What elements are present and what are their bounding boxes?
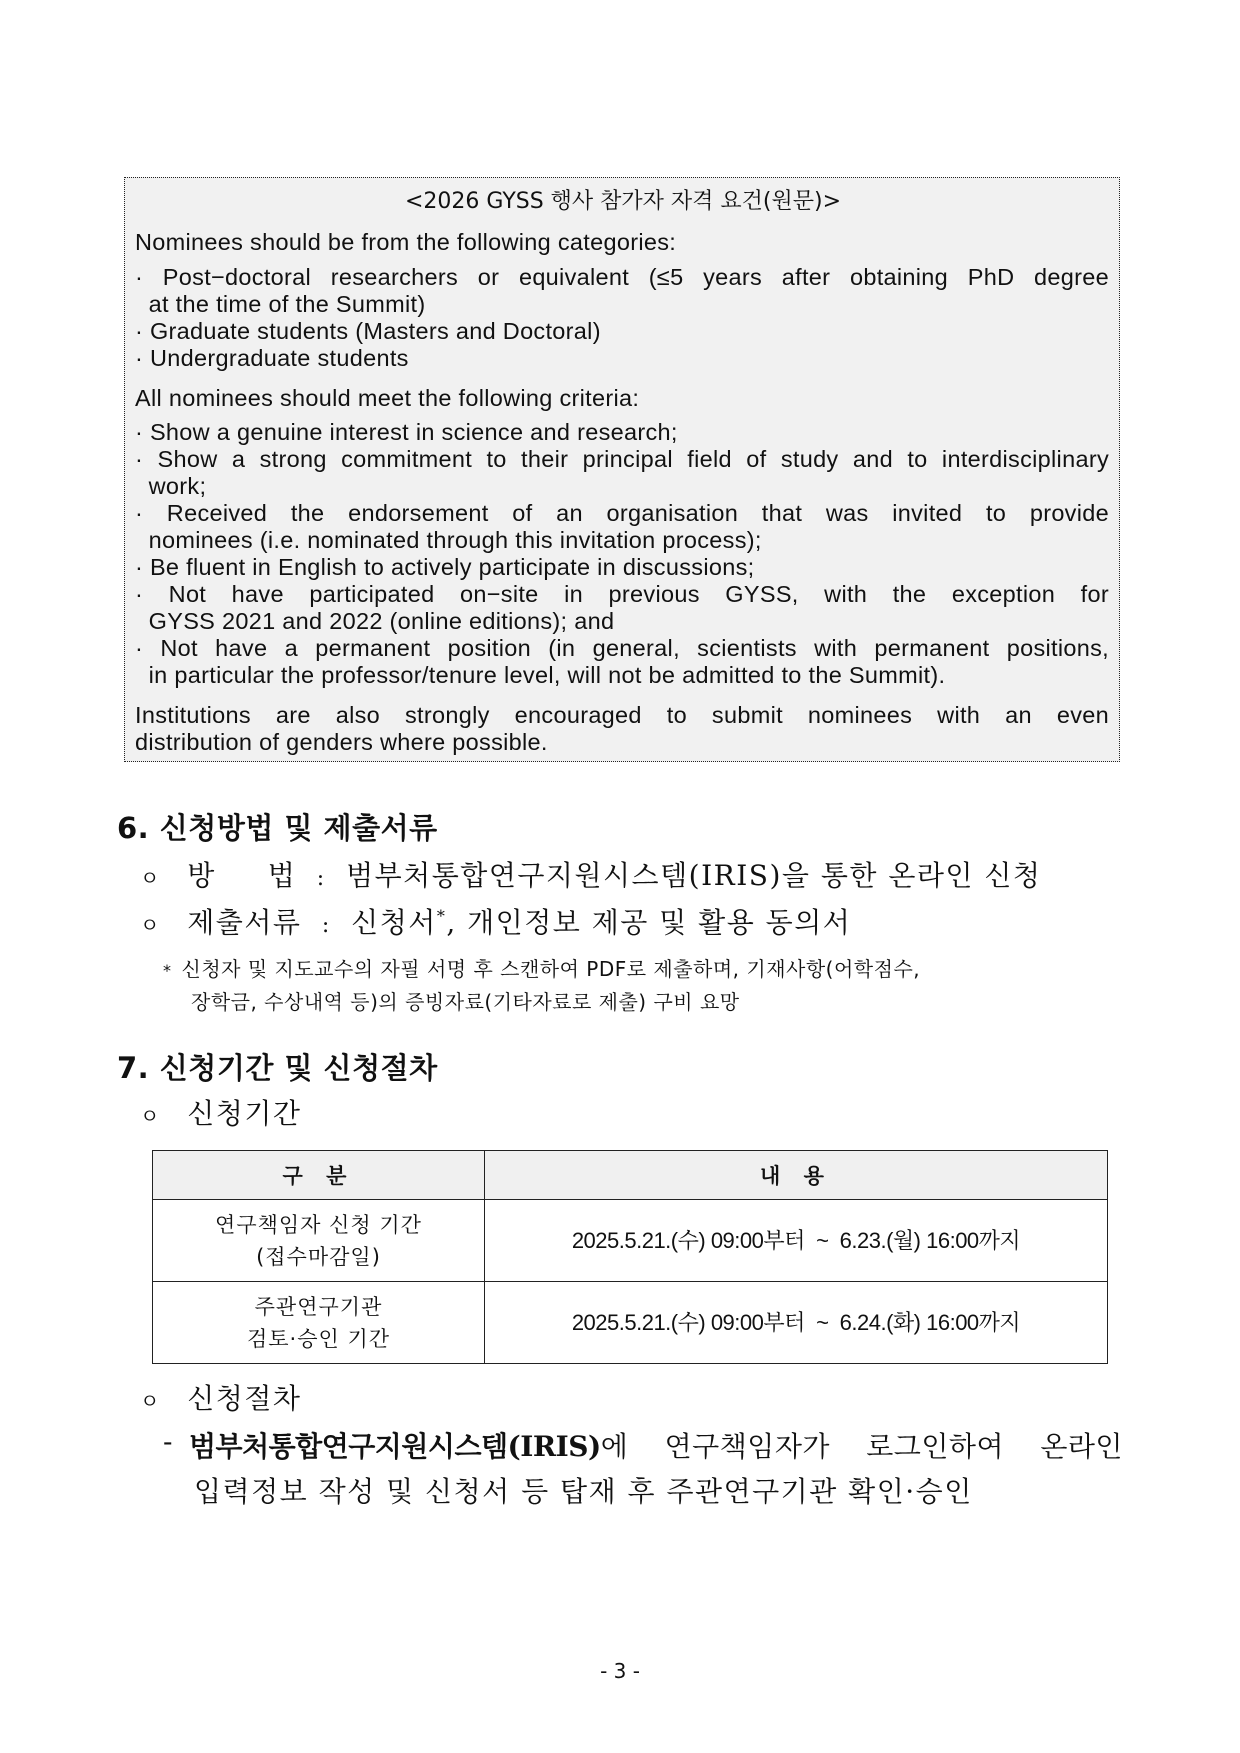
row-1-category bbox=[153, 1200, 485, 1282]
row-2-content: 2025.5.21.(수) 09:00부터 ~ 6.24.(화) 16:00까지 bbox=[485, 1282, 1108, 1364]
procedure-text-1: 에 연구책임자가 로그인하여 온라인 bbox=[600, 1430, 1123, 1463]
row-2-category-line-2: 검토·승인 기간 bbox=[246, 1326, 391, 1351]
footnote-line-2: 장학금, 수상내역 등)의 증빙자료(기타자료로 제출) 구비 요망 bbox=[191, 990, 740, 1014]
method-value: 범부처통합연구지원시스템(IRIS)을 통한 온라인 신청 bbox=[346, 859, 1042, 892]
procedure-iris-bold: 범부처통합연구지원시스템(IRIS) bbox=[188, 1430, 601, 1463]
method-label: 방 법 bbox=[187, 859, 297, 892]
footnote-text-1: 신청자 및 지도교수의 자필 서명 후 스캔하여 PDF로 제출하며, 기재사항(어학점수, bbox=[181, 957, 921, 981]
row-1-content: 2025.5.21.(수) 09:00부터 ~ 6.23.(월) 16:00까지 bbox=[485, 1200, 1108, 1282]
criterion-5-line-1: · Not have participated on−site in previous GYSS, with the exception for bbox=[135, 581, 1109, 607]
documents-row bbox=[140, 901, 851, 941]
criterion-2-line-1: · Show a strong commitment to their principal field of study and to interdisciplinary bbox=[135, 446, 1109, 472]
row-1-category-line-2: (접수마감일) bbox=[256, 1244, 381, 1269]
footnote-asterisk: * bbox=[163, 961, 172, 980]
criteria-heading: All nominees should meet the following criteria: bbox=[135, 385, 640, 411]
criterion-6-line-1: · Not have a permanent position (in general, scientists with permanent positions, bbox=[135, 635, 1109, 661]
circle-bullet-icon: ㅇ bbox=[140, 1104, 161, 1128]
categories-heading: Nominees should be from the following categories: bbox=[135, 229, 677, 255]
category-item-1-line-1: · Post−doctoral researchers or equivalent (≤5 years after obtaining PhD degree bbox=[135, 264, 1109, 290]
criterion-2-line-2: work; bbox=[135, 473, 207, 499]
asterisk-marker: * bbox=[436, 906, 447, 926]
eligibility-criteria-box bbox=[124, 177, 1120, 762]
criterion-3-line-1: · Received the endorsement of an organisation that was invited to provide bbox=[135, 500, 1109, 526]
table-header-row bbox=[153, 1151, 1108, 1200]
category-item-2: · Graduate students (Masters and Doctoral) bbox=[135, 318, 601, 344]
criterion-3-line-2: nominees (i.e. nominated through this invitation process); bbox=[135, 527, 762, 553]
circle-bullet-icon: ㅇ bbox=[140, 1389, 161, 1413]
header-category: 구 분 bbox=[153, 1151, 485, 1200]
dash-bullet: - bbox=[163, 1425, 173, 1458]
application-period-table bbox=[152, 1150, 1108, 1364]
section-6-title: 6. 신청방법 및 제출서류 bbox=[117, 811, 438, 845]
method-separator: : bbox=[316, 866, 326, 891]
criterion-1: · Show a genuine interest in science and research; bbox=[135, 419, 678, 445]
criterion-6-line-2: in particular the professor/tenure level, will not be admitted to the Summit). bbox=[135, 662, 946, 688]
category-item-3: · Undergraduate students bbox=[135, 345, 409, 371]
row-2-category-line-1: 주관연구기관 bbox=[254, 1294, 383, 1319]
documents-value-application: 신청서 bbox=[351, 906, 437, 939]
procedure-label: 신청절차 bbox=[187, 1382, 302, 1415]
documents-value-consent: , 개인정보 제공 및 활용 동의서 bbox=[446, 906, 852, 939]
documents-separator: : bbox=[321, 913, 331, 938]
row-2-category bbox=[153, 1282, 485, 1364]
method-row bbox=[140, 854, 1041, 894]
circle-bullet-icon: ㅇ bbox=[140, 866, 161, 890]
period-heading bbox=[140, 1092, 301, 1132]
page-number: - 3 - bbox=[600, 1659, 640, 1683]
criterion-5-line-2: GYSS 2021 and 2022 (online editions); and bbox=[135, 608, 615, 634]
documents-label: 제출서류 bbox=[187, 906, 302, 939]
procedure-line-1 bbox=[163, 1425, 1123, 1465]
footnote-line-1 bbox=[163, 953, 920, 982]
row-1-category-line-1: 연구책임자 신청 기간 bbox=[215, 1212, 422, 1237]
criterion-4: · Be fluent in English to actively participate in discussions; bbox=[135, 554, 755, 580]
period-label: 신청기간 bbox=[187, 1097, 302, 1130]
closing-line-1: Institutions are also strongly encouraged to submit nominees with an even bbox=[135, 702, 1109, 728]
category-item-1-line-2: at the time of the Summit) bbox=[135, 291, 426, 317]
header-content: 내 용 bbox=[485, 1151, 1108, 1200]
table-row bbox=[153, 1200, 1108, 1282]
table-row bbox=[153, 1282, 1108, 1364]
procedure-line-2: 입력정보 작성 및 신청서 등 탑재 후 주관연구기관 확인·승인 bbox=[194, 1475, 973, 1508]
section-7-title: 7. 신청기간 및 신청절차 bbox=[117, 1051, 438, 1085]
closing-line-2: distribution of genders where possible. bbox=[135, 729, 548, 755]
criteria-box-title: <2026 GYSS 행사 참가자 자격 요건(원문)> bbox=[404, 189, 842, 214]
procedure-heading bbox=[140, 1377, 301, 1417]
circle-bullet-icon: ㅇ bbox=[140, 913, 161, 937]
